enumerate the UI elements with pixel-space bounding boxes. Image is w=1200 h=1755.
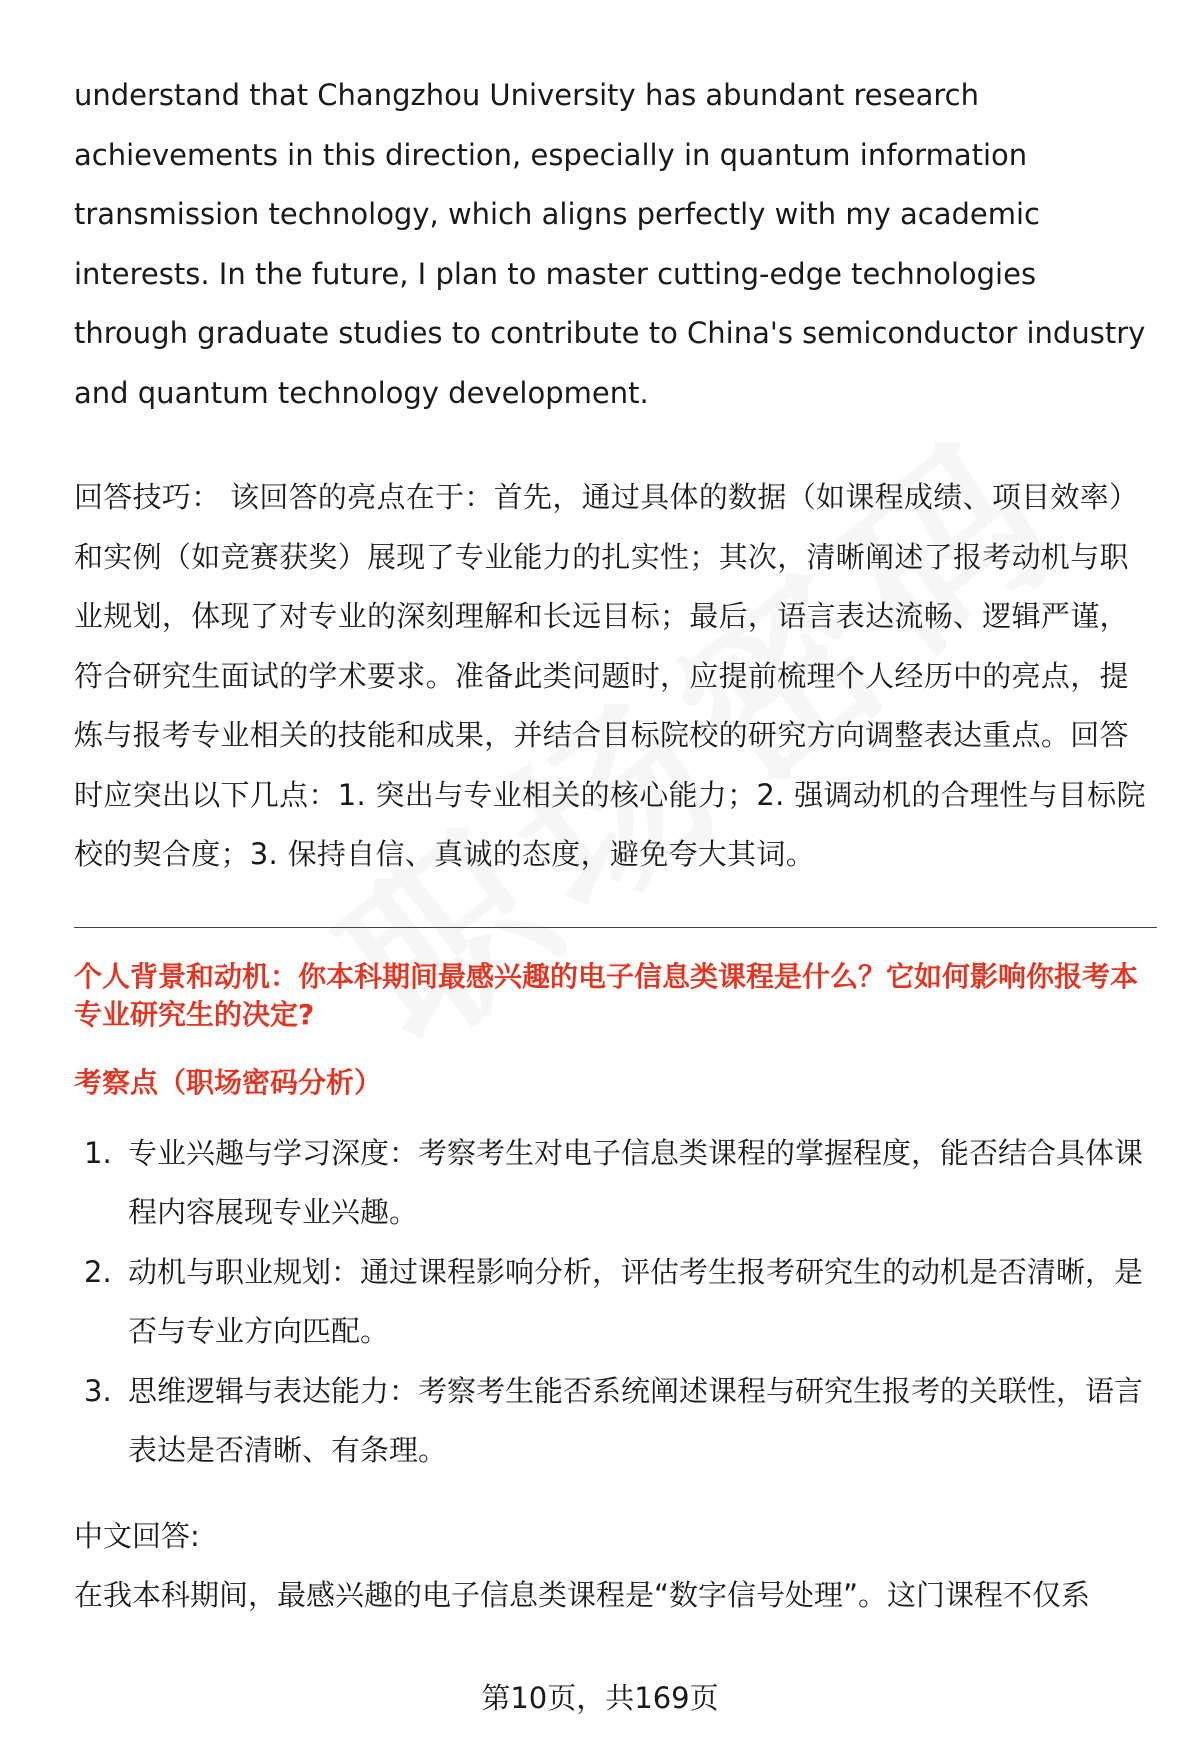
list-item xyxy=(74,1362,1154,1481)
examination-heading: 考察点（职场密码分析） xyxy=(74,1065,383,1099)
intro-paragraph: understand that Changzhou University has abundant research achievements in this direction, especially in quantum information transmission technology, which aligns perfectly with my academic interests. In the future, I plan to master cutting-edge technologies through graduate studies to contribute to China's semiconductor industry and quantum technology development. xyxy=(74,78,1146,410)
chinese-answer-label: 中文回答: xyxy=(74,1518,200,1553)
question-heading: 个人背景和动机：你本科期间最感兴趣的电子信息类课程是什么？它如何影响你报考本专业研究生的决定? xyxy=(74,959,1139,1031)
list-item-text: 专业兴趣与学习深度：考察考生对电子信息类课程的掌握程度，能否结合具体课程内容展现专业兴趣。 xyxy=(128,1135,1144,1229)
section-divider xyxy=(74,927,1157,928)
examination-points-list xyxy=(74,1124,1154,1481)
list-item-text: 动机与职业规划：通过课程影响分析，评估考生报考研究生的动机是否清晰，是否与专业方向匹配。 xyxy=(128,1254,1144,1348)
page-content xyxy=(74,66,1154,1626)
list-item-text: 思维逻辑与表达能力：考察考生能否系统阐述课程与研究生报考的关联性，语言表达是否清晰、有条理。 xyxy=(128,1373,1144,1467)
chinese-answer-text: 在我本科期间，最感兴趣的电子信息类课程是“数字信号处理”。这门课程不仅系 xyxy=(74,1578,1091,1612)
answer-tips-paragraph: 回答技巧： 该回答的亮点在于：首先，通过具体的数据（如课程成绩、项目效率）和实例（如竞赛获奖）展现了专业能力的扎实性；其次，清晰阐述了报考动机与职业规划，体现了对专业的深刻理解和长远目标；最后，语言表达流畅、逻辑严谨，符合研究生面试的学术要求。准备此类问题时，应提前梳理个人经历中的亮点，提炼与报考专业相关的技能和成果，并结合目标院校的研究方向调整表达重点。回答时应突出以下几点：1. 突出与专业相关的核心能力；2. 强调动机的合理性与目标院校的契合度；3. 保持自信、真诚的态度，避免夸大其词。 xyxy=(74,480,1146,871)
list-item xyxy=(74,1124,1154,1243)
list-item-number: 3. xyxy=(84,1373,112,1408)
list-item-number: 2. xyxy=(84,1254,112,1289)
list-item-number: 1. xyxy=(84,1135,112,1170)
list-item xyxy=(74,1243,1154,1362)
page-footer: 第10页，共169页 xyxy=(481,1681,719,1715)
